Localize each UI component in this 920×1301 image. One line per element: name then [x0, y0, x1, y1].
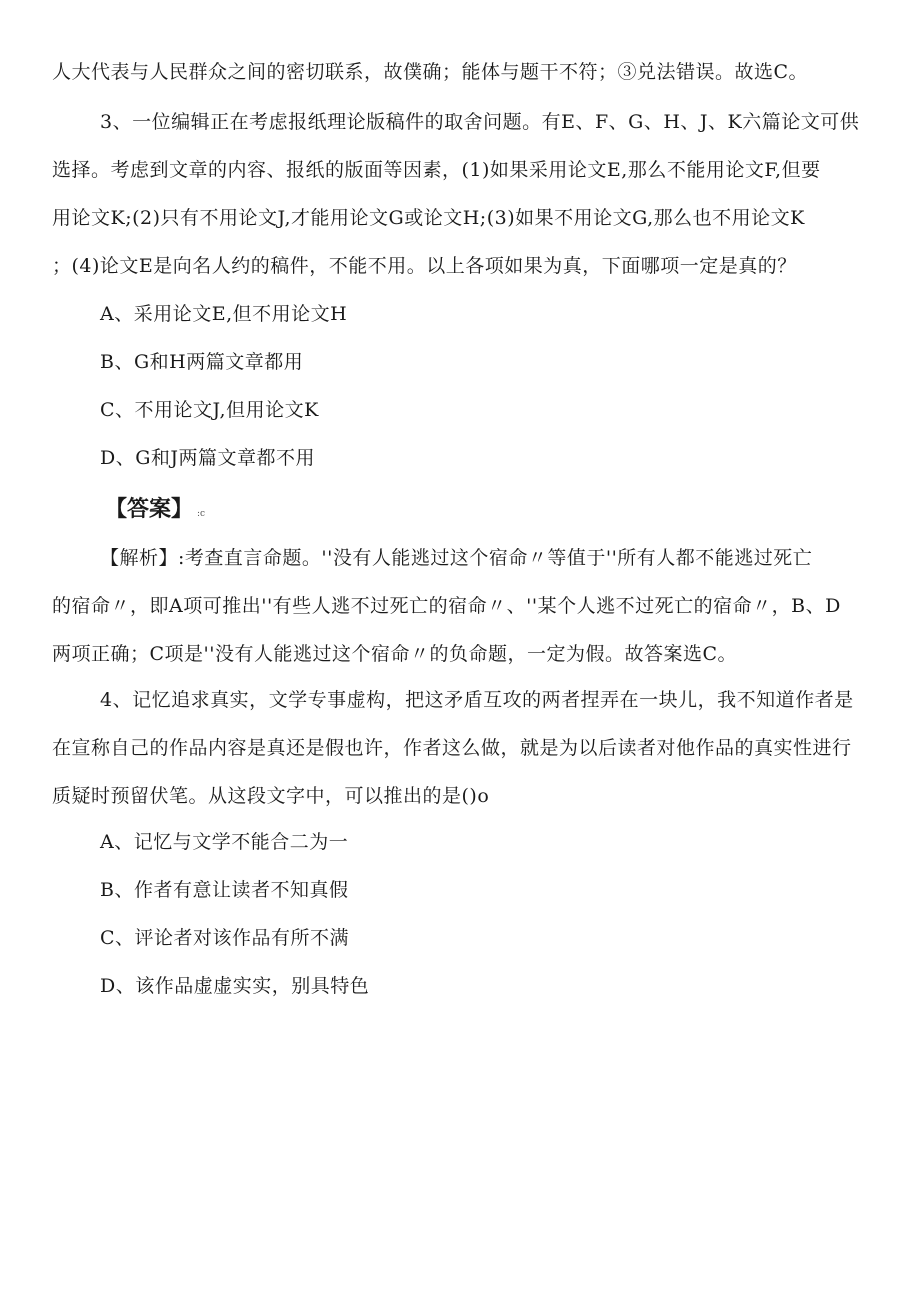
- answer-label: 【答案】: [105, 496, 194, 522]
- question-3-stem-line: 3、一位编辑正在考虑报纸理论版稿件的取舍问题。有E、F、G、H、J、K六篇论文可供: [100, 111, 860, 133]
- question-3-stem-line: 选择。考虑到文章的内容、报纸的版面等因素，(1)如果采用论文E,那么不能用论文F,但要: [52, 159, 821, 181]
- question-4-option-a: A、记忆与文学不能合二为一: [100, 831, 349, 853]
- question-4-stem-line: 质疑时预留伏笔。从这段文字中，可以推出的是()o: [52, 785, 490, 807]
- analysis-line: 的宿命〃，即A项可推出''有些人逃不过死亡的宿命〃、''某个人逃不过死亡的宿命〃，B、D: [52, 595, 841, 617]
- question-4-option-b: B、作者有意让读者不知真假: [100, 879, 349, 901]
- question-3-option-d: D、G和J两篇文章都不用: [100, 447, 316, 469]
- question-4-stem-line: 在宣称自己的作品内容是真还是假也许，作者这么做，就是为以后读者对他作品的真实性进行: [52, 737, 852, 759]
- answer-mark: :c: [197, 509, 206, 519]
- answer-heading: [105, 494, 205, 529]
- question-4-option-d: D、该作品虚虚实实，别具特色: [100, 975, 370, 997]
- question-3-option-a: A、采用论文E,但不用论文H: [100, 303, 348, 325]
- text-line: 人大代表与人民群众之间的密切联系，故僕确；能体与题干不符；③兑法错误。故选C。: [52, 61, 809, 83]
- question-3-option-c: C、不用论文J,但用论文K: [100, 399, 319, 421]
- analysis-line: 【解析】:考查直言命题。''没有人能逃过这个宿命〃等值于''所有人都不能逃过死亡: [100, 547, 813, 569]
- question-3-option-b: B、G和H两篇文章都用: [100, 351, 304, 373]
- analysis-line: 两项正确；C项是''没有人能逃过这个宿命〃的负命题，一定为假。故答案选C。: [52, 643, 738, 665]
- question-4-stem-line: 4、记忆追求真实，文学专事虚构，把这矛盾互攻的两者捏弄在一块儿，我不知道作者是: [100, 689, 854, 711]
- question-3-stem-line: 用论文K;(2)只有不用论文J,才能用论文G或论文H;(3)如果不用论文G,那么也不用论文K: [52, 207, 805, 229]
- question-3-stem-line: ；(4)论文E是向名人约的稿件，不能不用。以上各项如果为真，下面哪项一定是真的？: [52, 255, 797, 277]
- question-4-option-c: C、评论者对该作品有所不满: [100, 927, 350, 949]
